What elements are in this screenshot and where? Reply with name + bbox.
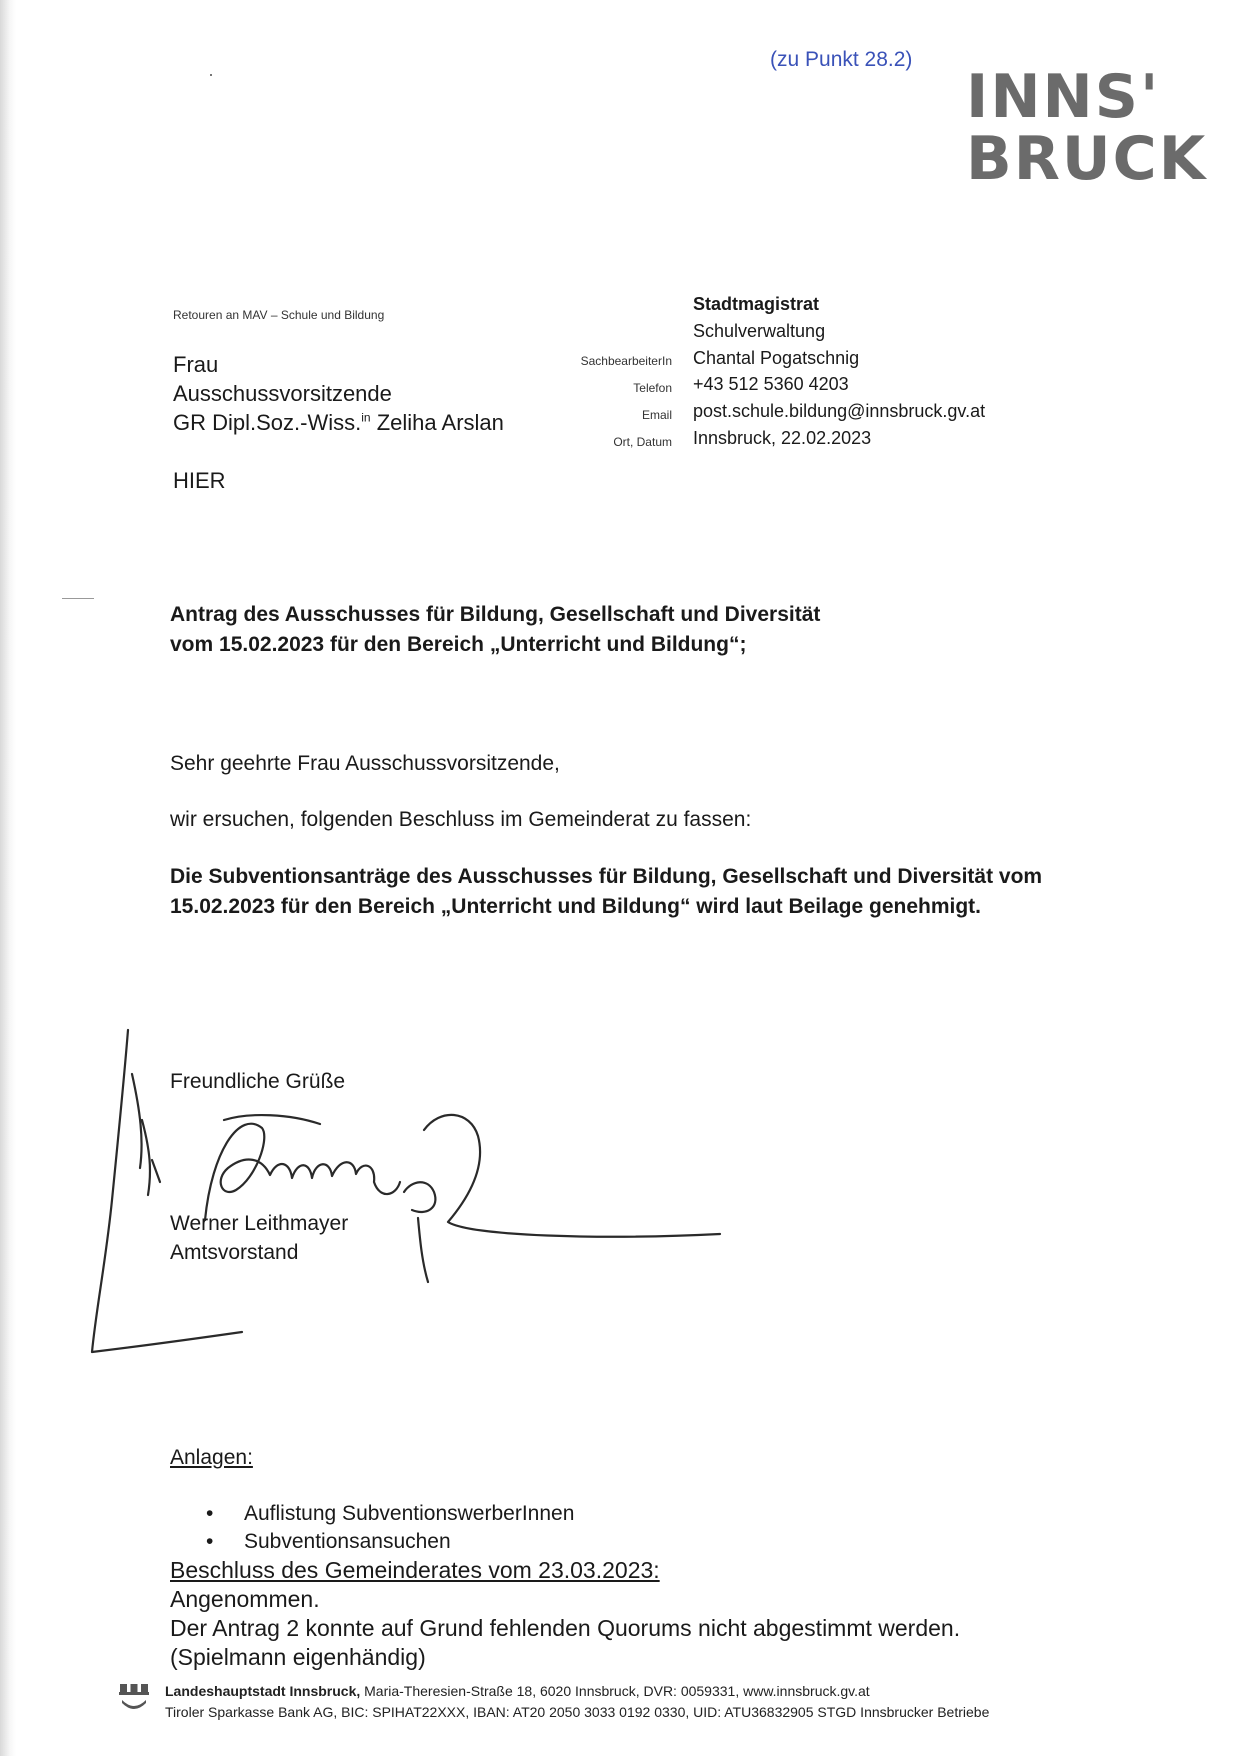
- logo-line-2: BRUCK: [966, 124, 1208, 194]
- return-address: Retouren an MAV – Schule und Bildung: [173, 308, 385, 322]
- recipient-salutation: Frau: [173, 352, 219, 377]
- agenda-reference: (zu Punkt 28.2): [770, 48, 913, 71]
- decision-line-1: Die Subventionsanträge des Ausschusses für Bildung, Gesellschaft und Diversität vom: [170, 865, 1043, 888]
- recipient-location: HIER: [173, 468, 226, 493]
- resolution-heading: Beschluss des Gemeinderates vom 23.03.2023:: [170, 1557, 660, 1583]
- place-date-label: Ort, Datum: [613, 435, 672, 449]
- recipient-title: GR Dipl.Soz.-Wiss.: [173, 410, 362, 435]
- phone-label: Telefon: [633, 381, 672, 395]
- footer-address-details: Maria-Theresien-Straße 18, 6020 Innsbruck, DVR: 0059331, www.innsbruck.gv.at: [360, 1683, 870, 1699]
- footer-bank-details: Tiroler Sparkasse Bank AG, BIC: SPIHAT22XXX, IBAN: AT20 2050 3033 0192 0330, UID: ATU36832905 STGD Innsbrucker Betriebe: [165, 1704, 990, 1720]
- sender-department: Schulverwaltung: [693, 321, 826, 341]
- salutation: Sehr geehrte Frau Ausschussvorsitzende,: [170, 752, 560, 775]
- footer-city: Landeshauptstadt Innsbruck,: [165, 1683, 361, 1699]
- email-label: Email: [641, 408, 672, 422]
- recipient-role: Ausschussvorsitzende: [173, 381, 392, 406]
- subject-line-2: vom 15.02.2023 für den Bereich „Unterricht und Bildung“;: [170, 633, 747, 656]
- recipient-title-suffix: in: [361, 410, 371, 425]
- place-date-value: Innsbruck, 22.02.2023: [693, 428, 872, 448]
- resolution: [170, 1556, 960, 1672]
- innsbruck-emblem-icon: [118, 1682, 150, 1712]
- footer-address: [165, 1683, 870, 1699]
- list-item: • Subventionsansuchen: [170, 1528, 574, 1556]
- list-item: • Auflistung SubventionswerberInnen: [170, 1500, 574, 1528]
- signatory-name: Werner Leithmayer: [170, 1212, 349, 1235]
- recipient-full-name: Zeliha Arslan: [370, 410, 504, 435]
- phone-value: +43 512 5360 4203: [693, 374, 849, 394]
- logo-line-1: INNS': [966, 62, 1161, 132]
- request-text: wir ersuchen, folgenden Beschluss im Gemeinderat zu fassen:: [170, 808, 752, 831]
- resolution-status: Angenommen.: [170, 1586, 320, 1612]
- closing-greeting: Freundliche Grüße: [170, 1070, 346, 1093]
- resolution-signature-note: (Spielmann eigenhändig): [170, 1644, 426, 1670]
- decision-line-2: 15.02.2023 für den Bereich „Unterricht und Bildung“ wird laut Beilage genehmigt.: [170, 895, 981, 918]
- sender-organisation: Stadtmagistrat: [693, 294, 820, 314]
- attachments-list: [170, 1500, 574, 1556]
- subject-line-1: Antrag des Ausschusses für Bildung, Gesellschaft und Diversität: [170, 603, 821, 626]
- signatory-title: Amtsvorstand: [170, 1241, 299, 1264]
- email-value: post.schule.bildung@innsbruck.gv.at: [693, 401, 986, 421]
- resolution-note: Der Antrag 2 konnte auf Grund fehlenden Quorums nicht abgestimmt werden.: [170, 1615, 961, 1641]
- clerk-label: SachbearbeiterIn: [580, 354, 672, 368]
- clerk-value: Chantal Pogatschnig: [693, 348, 860, 368]
- attachments-heading: Anlagen:: [170, 1446, 253, 1469]
